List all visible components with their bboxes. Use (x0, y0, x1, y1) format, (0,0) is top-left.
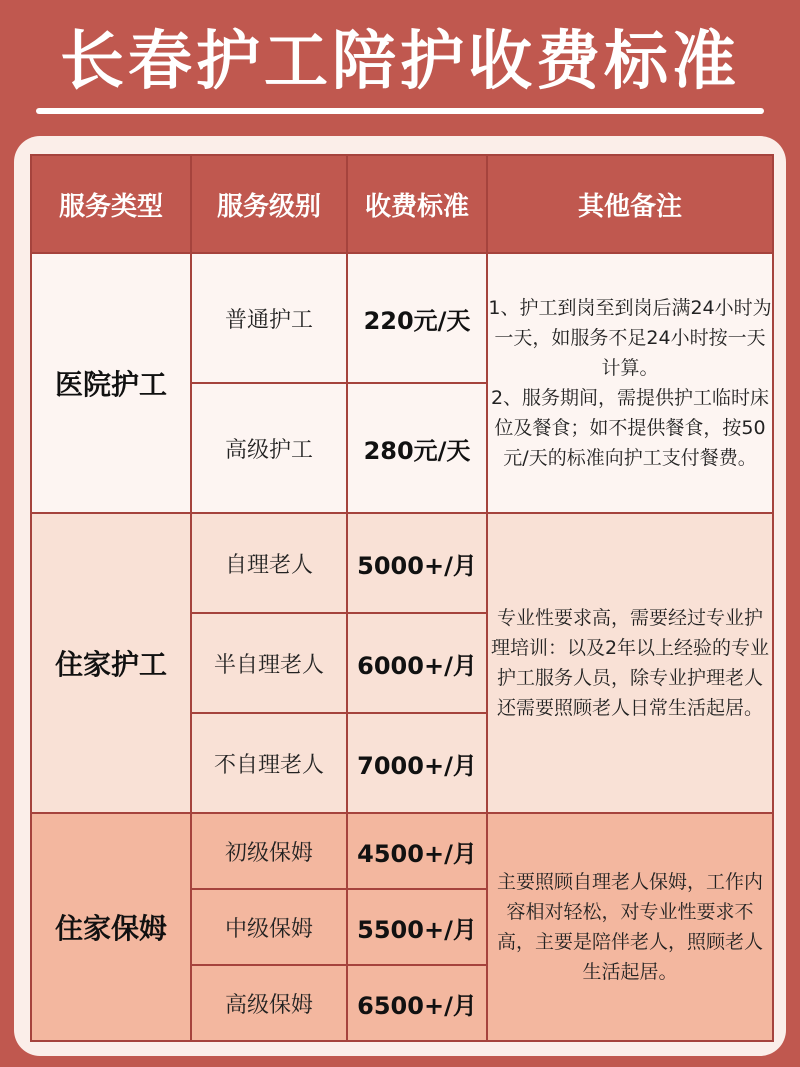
service-type-cell: 住家护工 (31, 513, 191, 813)
table-row (31, 513, 773, 613)
notes-cell: 主要照顾自理老人保姆，工作内容相对轻松，对专业性要求不高，主要是陪伴老人，照顾老人生活起居。 (487, 813, 773, 1041)
service-type-cell: 医院护工 (31, 253, 191, 513)
price-cell: 280元/天 (347, 383, 487, 513)
title-banner (0, 0, 800, 120)
page-title: 长春护工陪护收费标准 (60, 25, 740, 99)
service-level-cell: 高级护工 (191, 383, 347, 513)
table-row (31, 813, 773, 889)
price-cell: 220元/天 (347, 253, 487, 383)
header-fee-standard: 收费标准 (347, 155, 487, 253)
header-notes: 其他备注 (487, 155, 773, 253)
service-level-cell: 高级保姆 (191, 965, 347, 1041)
header-service-type: 服务类型 (31, 155, 191, 253)
price-cell: 4500+/月 (347, 813, 487, 889)
price-cell: 5500+/月 (347, 889, 487, 965)
service-level-cell: 自理老人 (191, 513, 347, 613)
price-cell: 5000+/月 (347, 513, 487, 613)
table-row (31, 253, 773, 383)
service-level-cell: 初级保姆 (191, 813, 347, 889)
service-type-cell: 住家保姆 (31, 813, 191, 1041)
price-cell: 6000+/月 (347, 613, 487, 713)
title-underline (36, 108, 764, 114)
table-header-row (31, 155, 773, 253)
service-level-cell: 中级保姆 (191, 889, 347, 965)
service-level-cell: 不自理老人 (191, 713, 347, 813)
service-level-cell: 半自理老人 (191, 613, 347, 713)
header-service-level: 服务级别 (191, 155, 347, 253)
notes-cell: 1、护工到岗至到岗后满24小时为一天，如服务不足24小时按一天计算。 2、服务期间，需提供护工临时床位及餐食；如不提供餐食，按50元/天的标准向护工支付餐费。 (487, 253, 773, 513)
notes-cell: 专业性要求高，需要经过专业护理培训：以及2年以上经验的专业护工服务人员，除专业护理老人还需要照顾老人日常生活起居。 (487, 513, 773, 813)
price-cell: 7000+/月 (347, 713, 487, 813)
service-level-cell: 普通护工 (191, 253, 347, 383)
price-cell: 6500+/月 (347, 965, 487, 1041)
fee-table (30, 154, 774, 1042)
